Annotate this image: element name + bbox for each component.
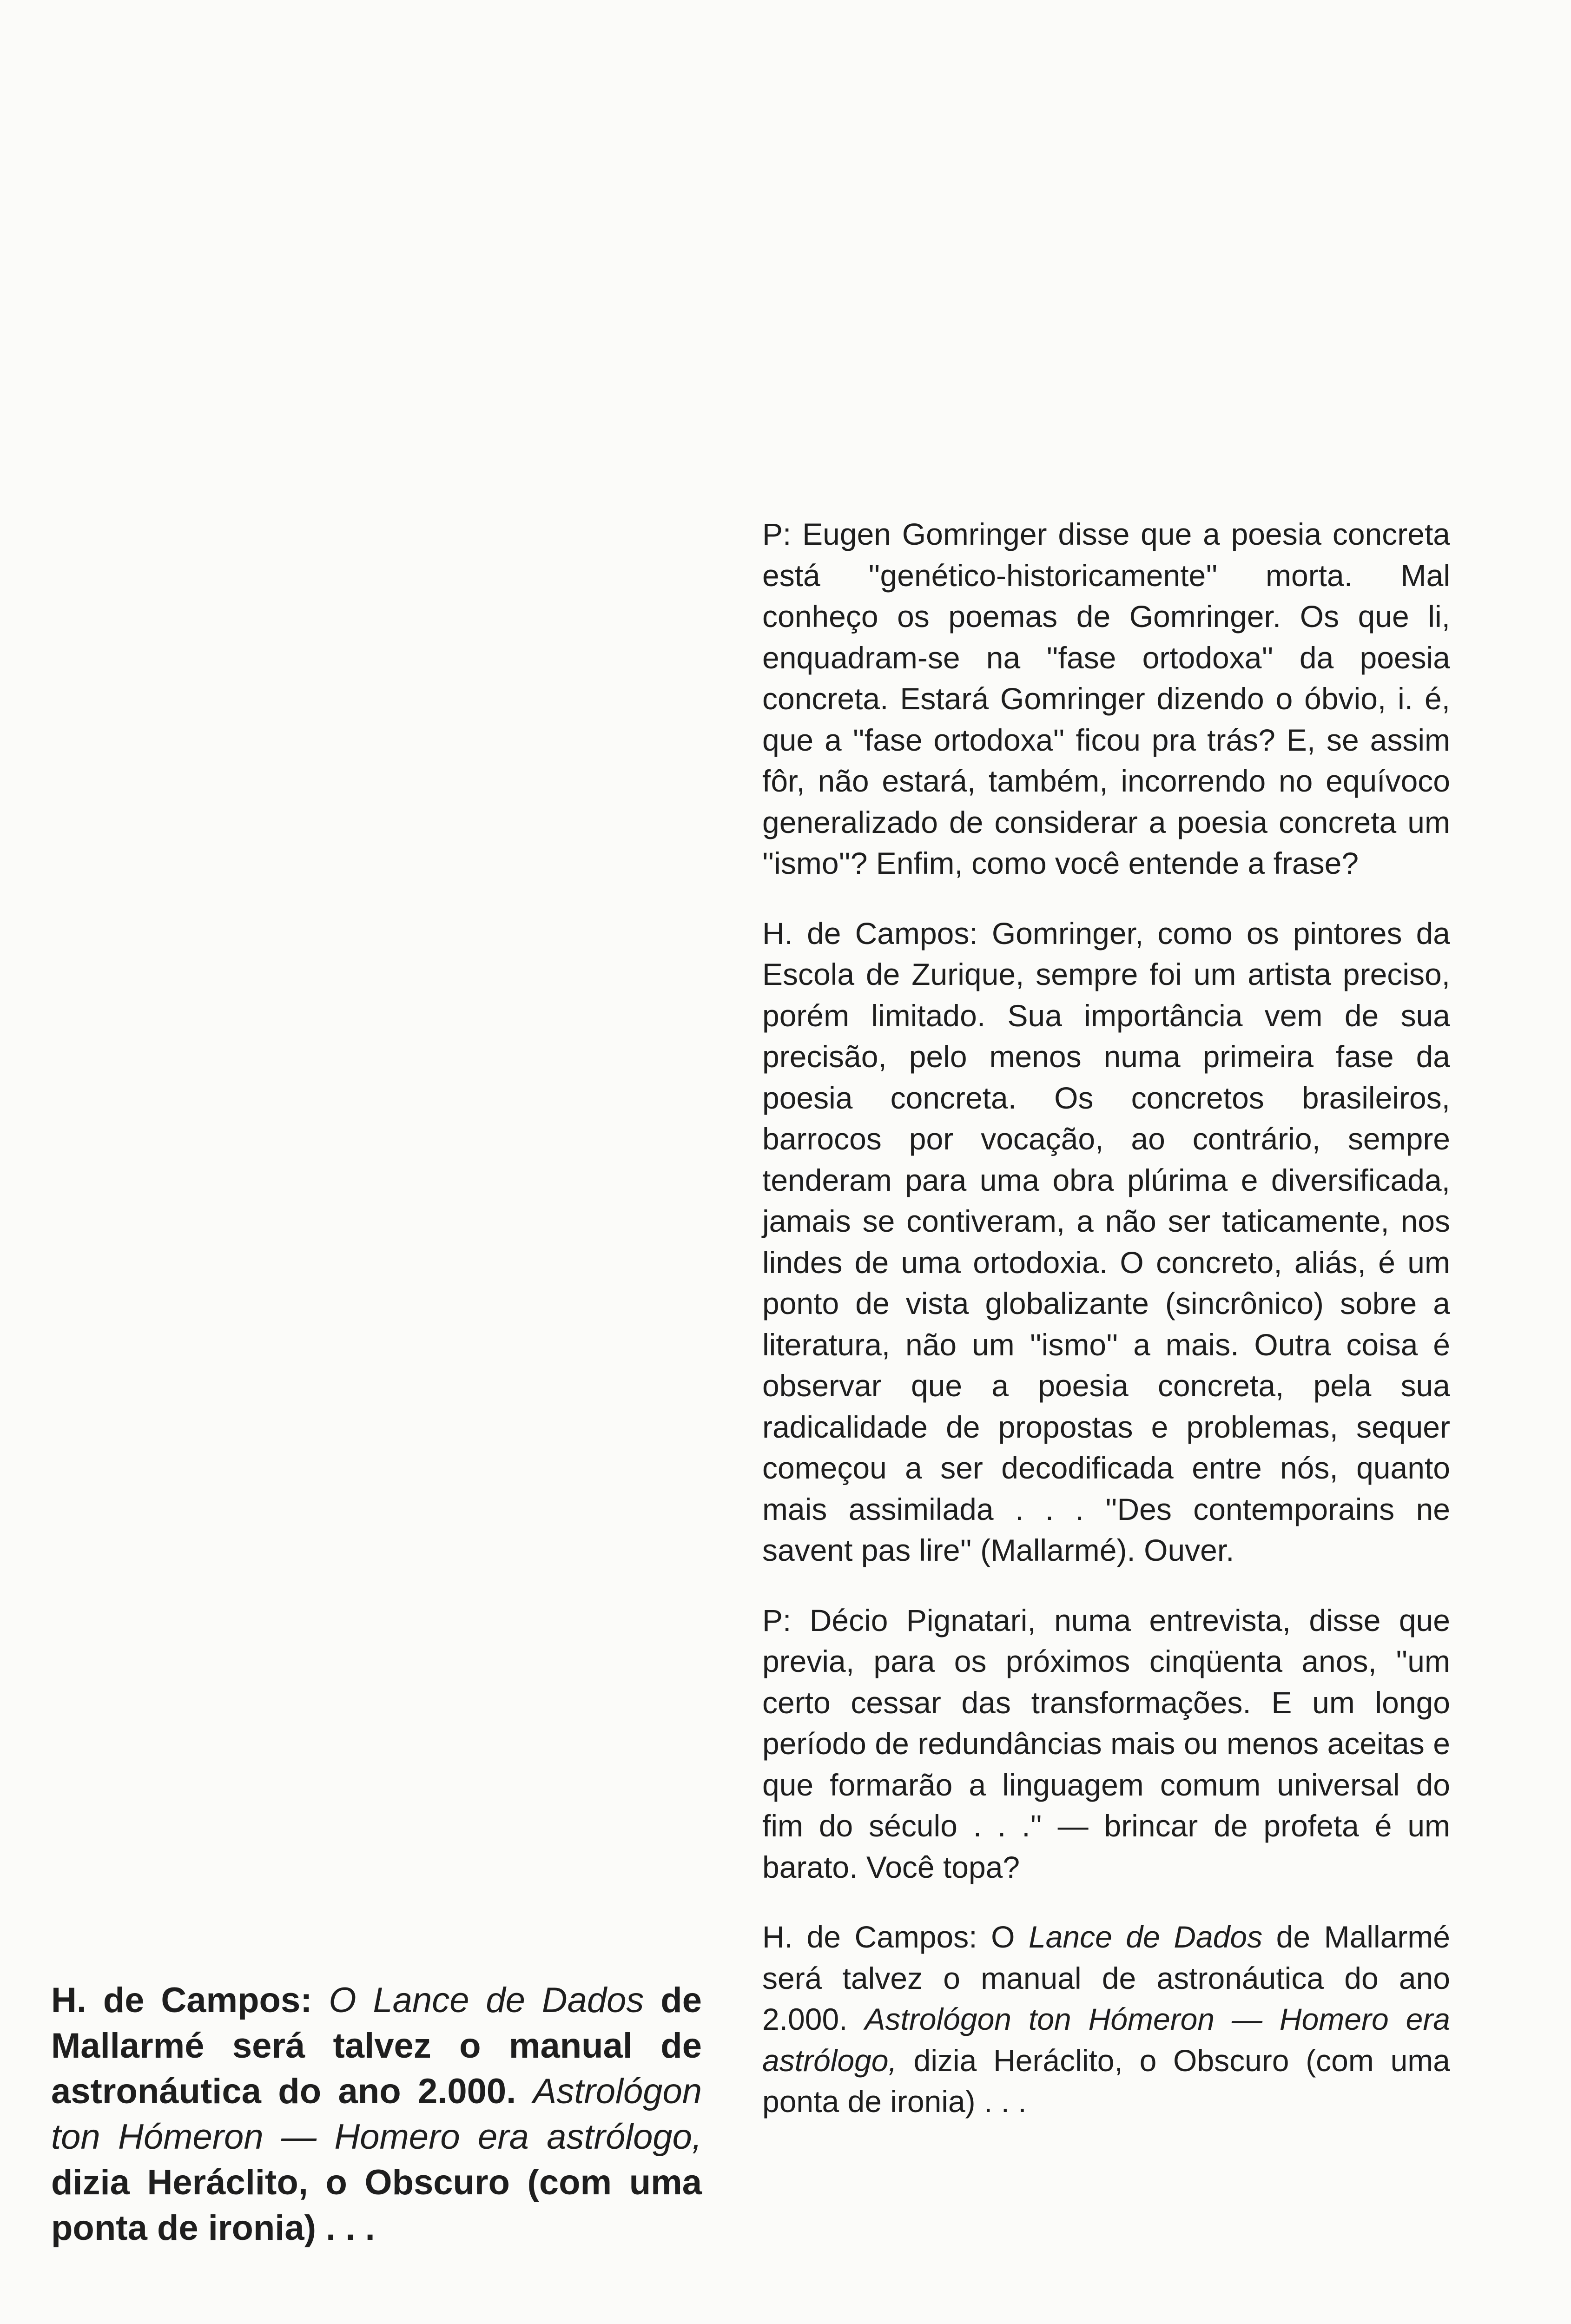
answer-2-quote: Astrológon ton Hómeron — Homero era astrólogo, bbox=[762, 2002, 1450, 2078]
pull-quote-speaker: H. de Campos: bbox=[51, 1981, 312, 2020]
answer-1: H. de Campos: Gomringer, como os pintores da Escola de Zurique, sempre foi um artista preciso, porém limitado. Sua importância vem de sua precisão, pelo menos numa primeira fase da poesia concreta. Os concretos brasileiros, barrocos por vocação, ao contrário, sempre tenderam para uma obra plúrima e diversificada, jamais se contiveram, a não ser taticamente, nos lindes de uma ortodoxia. O concreto, aliás, é um ponto de vista globalizante (sincrônico) sobre a literatura, não um ''ismo'' a mais. Outra coisa é observar que a poesia concreta, pela sua radicalidade de propostas e problemas, sequer começou a ser decodificada entre nós, quanto mais assimilada . . . ''Des contemporains ne savent pas lire'' (Mallarmé). Ouver. bbox=[762, 916, 1450, 1567]
question-2: P: Décio Pignatari, numa entrevista, disse que previa, para os próximos cinqüenta anos, ''um certo cessar das transformações. E um longo período de redundâncias mais ou menos aceitas e que formarão a linguagem comum universal do fim do século . . .'' — brincar de profeta é um barato. Você topa? bbox=[762, 1603, 1450, 1884]
pull-quote-quote: Astrológon ton Hómeron — Homero era astrólogo, bbox=[51, 2072, 702, 2157]
pull-quote-title: O Lance de Dados bbox=[329, 1981, 644, 2020]
answer-2-title: Lance de Dados bbox=[1029, 1920, 1263, 1954]
answer-2 bbox=[762, 1916, 1450, 2122]
answer-2-mid: de Mallarmé será talvez o manual de astronáutica do ano 2.000. bbox=[762, 1920, 1450, 2036]
question-1: P: Eugen Gomringer disse que a poesia concreta está ''genético-historicamente'' morta. Mal conheço os poemas de Gomringer. Os que li, enquadram-se na ''fase ortodoxa'' da poesia concreta. Estará Gomringer dizendo o óbvio, i. é, que a ''fase ortodoxa'' ficou pra trás? E, se assim fôr, não estará, também, incorrendo no equívoco generalizado de considerar a poesia concreta um ''ismo''? Enfim, como você entende a frase? bbox=[762, 517, 1450, 880]
pull-quote-text-2: dizia Heráclito, o Obscuro (com uma ponta de ironia) . . . bbox=[51, 2163, 702, 2248]
answer-2-tail: dizia Heráclito, o Obscuro (com uma ponta de ironia) . . . bbox=[762, 2043, 1450, 2119]
interview-column bbox=[762, 514, 1450, 2122]
pull-quote-text-1: de Mallarmé será talvez o manual de astronáutica do ano 2.000. bbox=[51, 1981, 702, 2111]
pull-quote bbox=[51, 1978, 702, 2251]
answer-2-lead: H. de Campos: O bbox=[762, 1920, 1015, 1954]
